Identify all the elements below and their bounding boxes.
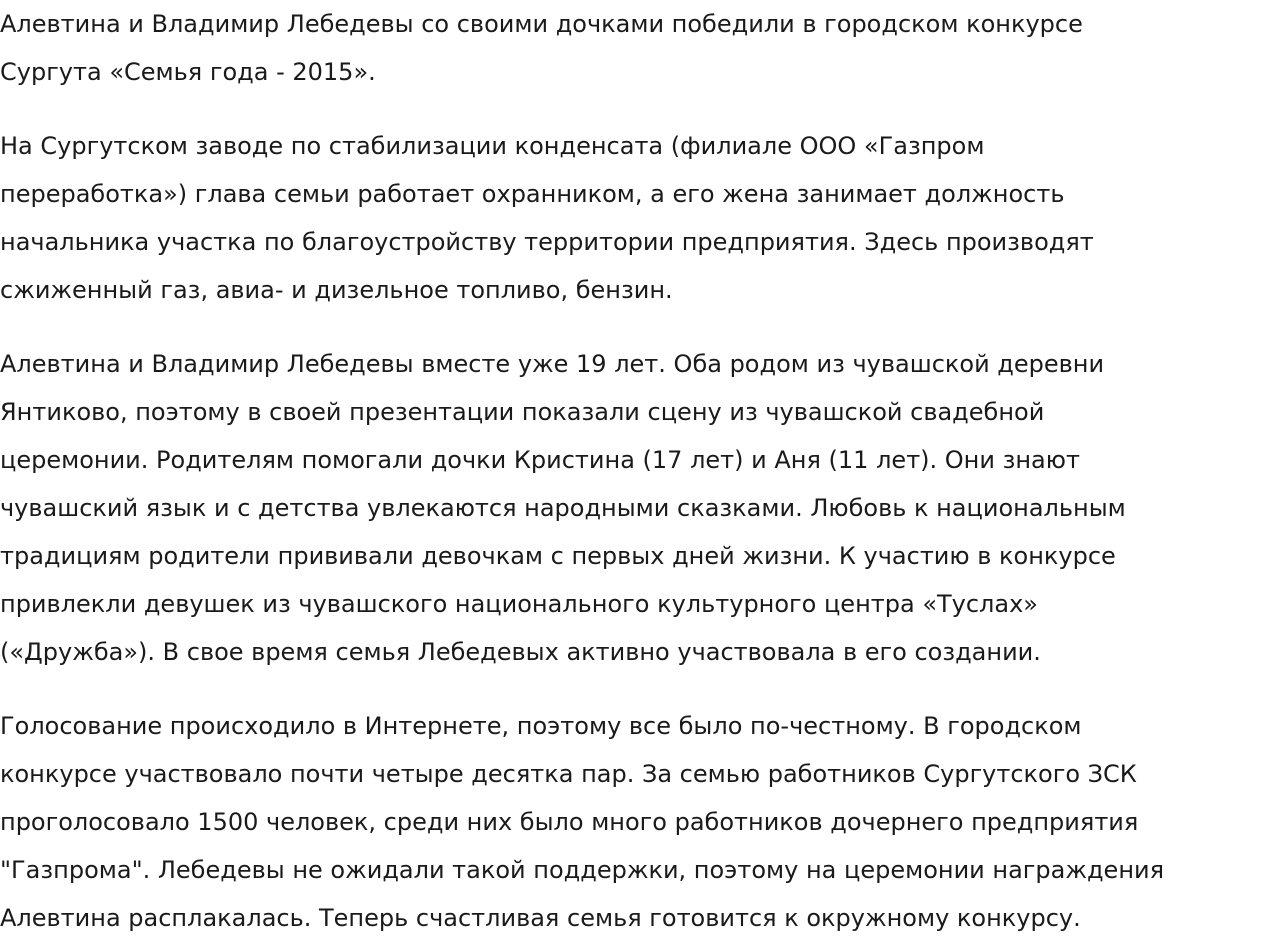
- text-line: начальника участка по благоустройству территории предприятия. Здесь производят: [0, 228, 1094, 256]
- text-line: Голосование происходило в Интернете, поэтому все было по-честному. В городском: [0, 712, 1082, 740]
- text-line: Янтиково, поэтому в своей презентации показали сцену из чувашской свадебной: [0, 398, 1045, 426]
- text-line: Алевтина и Владимир Лебедевы со своими дочками победили в городском конкурсе: [0, 10, 1083, 38]
- text-line: Алевтина расплакалась. Теперь счастливая семья готовится к окружному конкурсу.: [0, 904, 1081, 932]
- text-line: церемонии. Родителям помогали дочки Кристина (17 лет) и Аня (11 лет). Они знают: [0, 446, 1080, 474]
- text-line: На Сургутском заводе по стабилизации конденсата (филиале ООО «Газпром: [0, 132, 985, 160]
- text-line: («Дружба»). В свое время семья Лебедевых активно участвовала в его создании.: [0, 638, 1041, 666]
- text-line: "Газпрома". Лебедевы не ожидали такой поддержки, поэтому на церемонии награждения: [0, 856, 1165, 884]
- paragraph-4: [0, 702, 1270, 942]
- text-line: Сургута «Семья года - 2015».: [0, 58, 376, 86]
- paragraph-2: [0, 122, 1270, 314]
- paragraph-1: [0, 0, 1270, 96]
- text-line: чувашский язык и с детства увлекаются народными сказками. Любовь к национальным: [0, 494, 1126, 522]
- text-line: Алевтина и Владимир Лебедевы вместе уже 19 лет. Оба родом из чувашской деревни: [0, 350, 1105, 378]
- text-line: сжиженный газ, авиа- и дизельное топливо, бензин.: [0, 276, 673, 304]
- paragraph-3: [0, 340, 1270, 676]
- text-line: конкурсе участвовало почти четыре десятка пар. За семью работников Сургутского ЗСК: [0, 760, 1137, 788]
- text-line: привлекли девушек из чувашского национального культурного центра «Туслах»: [0, 590, 1038, 618]
- text-line: проголосовало 1500 человек, среди них было много работников дочернего предприятия: [0, 808, 1139, 836]
- text-line: переработка») глава семьи работает охранником, а его жена занимает должность: [0, 180, 1065, 208]
- text-line: традициям родители прививали девочкам с первых дней жизни. К участию в конкурсе: [0, 542, 1116, 570]
